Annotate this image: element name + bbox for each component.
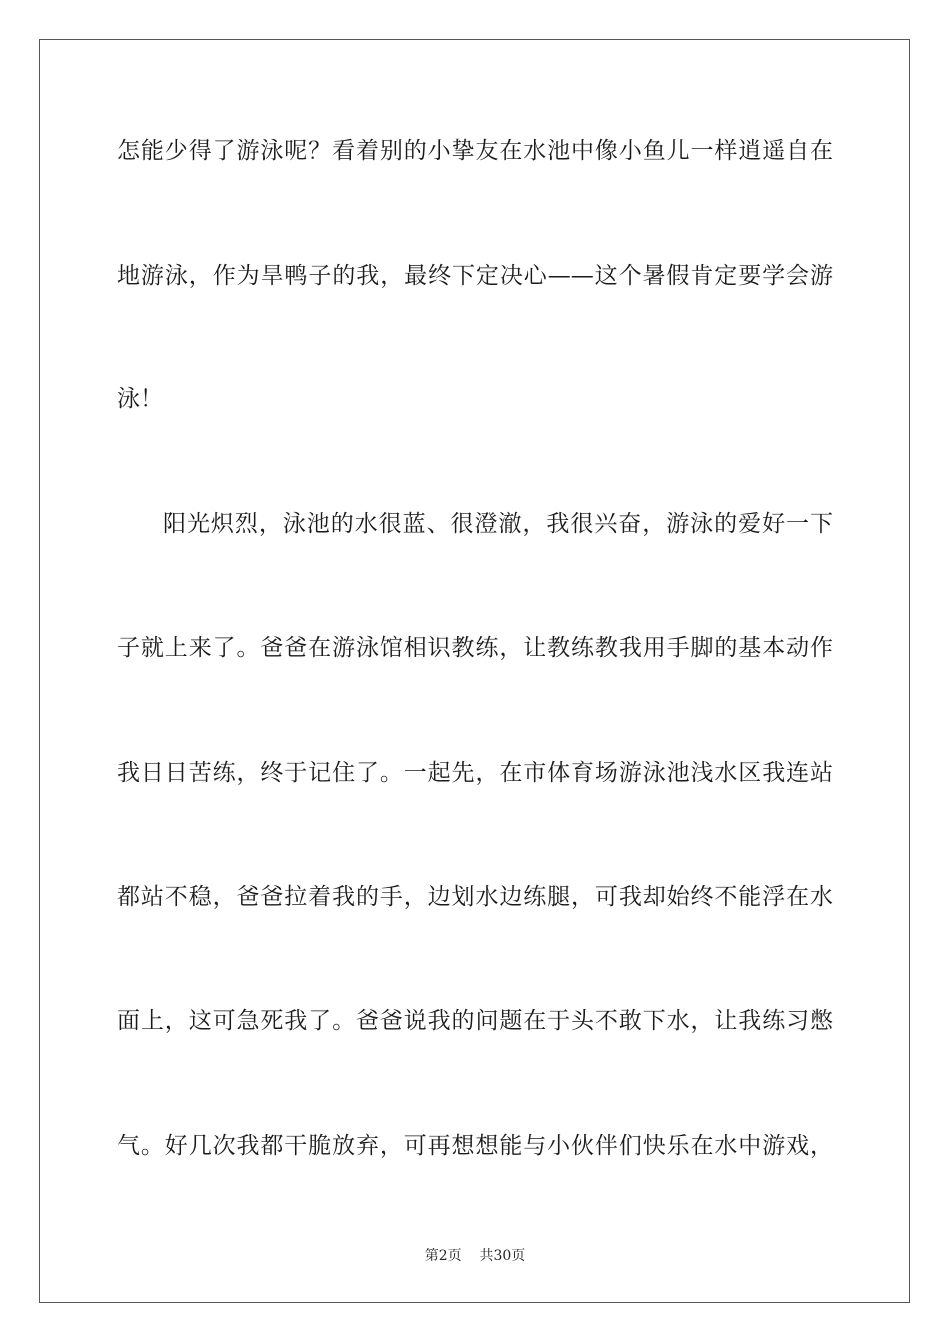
body-text-line-7: 都站不稳，爸爸拉着我的手，边划水边练腿，可我却始终不能浮在水	[117, 884, 833, 910]
body-text-line-8: 面上，这可急死我了。爸爸说我的问题在于头不敢下水，让我练习憋	[117, 1008, 833, 1034]
body-text-line-3: 泳！	[117, 386, 163, 412]
page-total: 共30页	[479, 1248, 526, 1264]
body-text-line-5: 子就上来了。爸爸在游泳馆相识教练，让教练教我用手脚的基本动作	[117, 635, 833, 661]
page-number: 第2页	[424, 1248, 462, 1264]
page-footer	[0, 1246, 950, 1266]
body-text-line-2: 地游泳，作为旱鸭子的我，最终下定决心——这个暑假肯定要学会游	[117, 263, 833, 289]
body-text-line-4: 阳光炽烈，泳池的水很蓝、很澄澈，我很兴奋，游泳的爱好一下	[163, 511, 833, 537]
body-text-line-9: 气。好几次我都干脆放弃，可再想想能与小伙伴们快乐在水中游戏，	[117, 1133, 833, 1159]
page-border	[39, 39, 910, 1303]
body-text-line-6: 我日日苦练，终于记住了。一起先，在市体育场游泳池浅水区我连站	[117, 760, 833, 786]
body-text-line-1: 怎能少得了游泳呢？看着别的小挚友在水池中像小鱼儿一样逍遥自在	[117, 138, 833, 164]
